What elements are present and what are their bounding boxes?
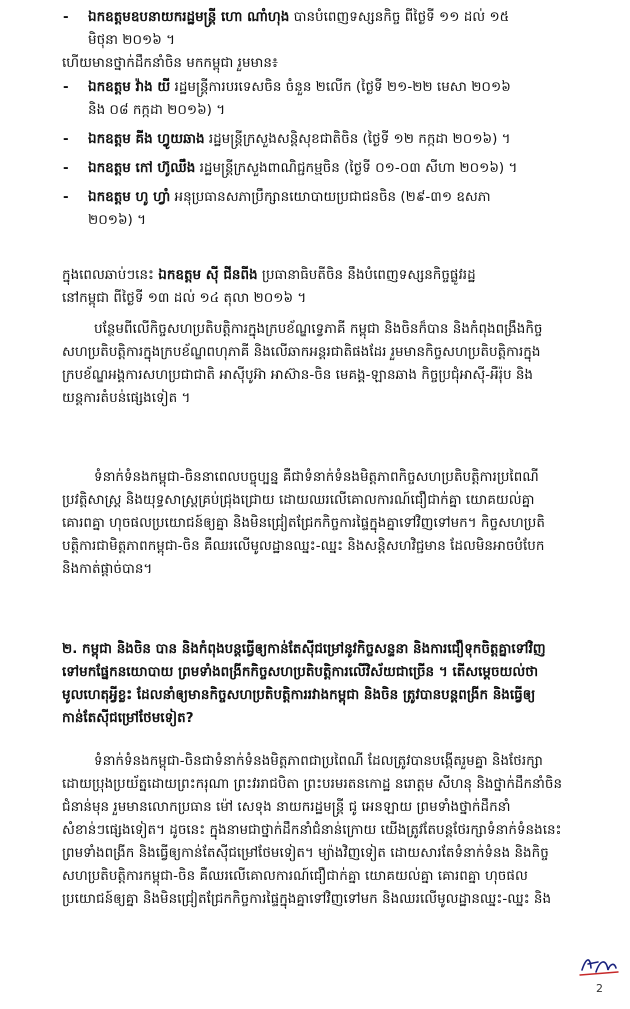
bullet-text: អនុប្រធានសភាប្រឹក្សានយោបាយប្រជាជនចិន (២៩-៣១ ឧសភា — [170, 189, 491, 205]
paragraph-regional-cooperation: បន្ថែមពីលើកិច្ចសហប្រតិបត្តិការក្នុងក្របខ័ណ្ឌទ្វេភាគី កម្ពុជា និងចិនក៏បាន និងកំពុងពង្រឹងកិច្ច សហប្រតិបត្តិការក្នុងក្របខ័ណ្ឌពហុភាគី និងលើឆាកអន្តរជាតិផងដែរ រួមមានកិច្ចសហប្រតិបត្តិការក្នុង ក្របខ័ណ្ឌអង្គការសហប្រជាជាតិ អាស៊ីបូអ៊ា អាស៊ាន-ចិន មេគង្គ-ឡានឆាង កិច្ចប្រជុំអាស៊ី-អឺរ៉ុប និង យន្តការតំបន់ផ្សេងទៀត ។ — [62, 321, 543, 406]
bullet-name: ឯកឧត្តម គីង ហ្វូយឆាង — [88, 131, 205, 147]
bullet-name: ឯកឧត្តម វ៉ាង យី — [88, 79, 171, 95]
paragraph-relations: ទំនាក់ទំនងកម្ពុជា-ចិននាពេលបច្ចុប្បន្ន គឺជាទំនាក់ទំនងមិត្តភាពកិច្ចសហប្រតិបត្តិការប្រពៃណី ប្រវត្តិសាស្ត្រ និងយុទ្ធសាស្ត្រគ្រប់ជ្រុងជ្រោយ ដោយឈរលើគោលការណ៍ជឿជាក់គ្នា យោគយល់គ្នា គោរពគ្នា ហុចផលប្រយោជន៍ឲ្យគ្នា និងមិនជ្រៀតជ្រែកកិច្ចការផ្ទៃក្នុងគ្នាទៅវិញទៅមក។ កិច្ចសហប្រតិ បត្តិការជាមិត្តភាពកម្ពុជា-ចិន គឺឈរលើមូលដ្ឋានឈ្នះ-ឈ្នះ និងសន្តិសហវិជ្ជមាន ដែលមិនអាចបំបែក និងកាត់ផ្តាច់បាន។ — [62, 469, 545, 577]
bullet-continuation: និង ០៨ កក្កដា ២០១៦) ។ — [88, 102, 226, 118]
bullet-continuation: មិថុនា ២០១៦ ។ — [88, 32, 176, 48]
bullet-name: ឯកឧត្តម ហូ ហ្វាំ — [88, 189, 171, 205]
paragraph-name: ឯកឧត្តម ស៊ី ជីនពីង — [158, 267, 258, 283]
intro-line: ហើយមានថ្នាក់ដឹកនាំចិន មកកម្ពុជា រួមមាន៖ — [62, 55, 278, 71]
bullet-text: រដ្ឋមន្ត្រីការបរទេសចិន ចំនួន ២លើក (ថ្ងៃទី ២១-២២ មេសា ២០១៦ — [170, 79, 511, 95]
bullet-dash: - — [63, 79, 69, 95]
bullet-continuation: ២០១៦) ។ — [88, 212, 147, 228]
bullet-dash: - — [63, 160, 69, 176]
signature-initials-icon — [578, 950, 620, 980]
bullet-text: បានបំពេញទស្សនកិច្ច ពីថ្ងៃទី ១១ ដល់ ១៥ — [289, 9, 510, 25]
bullet-item — [0, 128, 630, 151]
bullet-list-visits-outbound — [0, 6, 630, 52]
bullet-name: ឯកឧត្តមឧបនាយករដ្ឋមន្ត្រី ហោ ណាំហុង — [88, 9, 290, 25]
answer-paragraph: ទំនាក់ទំនងកម្ពុជា-ចិនជាទំនាក់ទំនងមិត្តភាពជាប្រពៃណី ដែលត្រូវបានបង្កើតរួមគ្នា និងថែរក្សា ដោយប្រុងប្រយ័ត្នដោយព្រះករុណា ព្រះវររាជបិតា ព្រះបរមរតនកោដ្ឋ នរោត្តម សីហនុ និងថ្នាក់ដឹកនាំចិន ជំនាន់មុន រួមមានលោកប្រធាន ម៉ៅ សេទុង នាយករដ្ឋមន្ត្រី ជូ អេនឡាយ ព្រមទាំងថ្នាក់ដឹកនាំ សំខាន់ៗផ្សេងទៀត។ ដូចនេះ ក្នុងនាមជាថ្នាក់ដឹកនាំជំនាន់ក្រោយ យើងត្រូវតែបន្តថែរក្សាទំនាក់ទំនងនេះ ព្រមទាំងពង្រីក និងធ្វើឲ្យកាន់តែស៊ីជម្រៅថែមទៀត។ ម្យ៉ាងវិញទៀត ដោយសារតែទំនាក់ទំនង និងកិច្ច សហប្រតិបត្តិការកម្ពុជា-ចិន គឺឈរលើគោលការណ៍ជឿជាក់គ្នា យោគយល់គ្នា គោរពគ្នា ហុចផល ប្រយោជន៍ឲ្យគ្នា និងមិនជ្រៀតជ្រែកកិច្ចការផ្ទៃក្នុងគ្នាទៅវិញទៅមក និងឈរលើមូលដ្ឋានឈ្នះ-ឈ្នះ និង — [62, 753, 563, 907]
bullet-dash: - — [63, 9, 69, 25]
bullet-text: រដ្ឋមន្ត្រីក្រសួងពាណិជ្ជកម្មចិន (ថ្ងៃទី ០១-០៣ សីហា ២០១៦) ។ — [195, 160, 518, 176]
bullet-item — [0, 6, 630, 29]
bullet-list-visits-inbound — [0, 76, 630, 232]
bullet-item — [0, 157, 630, 180]
bullet-name: ឯកឧត្តម កៅ ហ៊ូឈឹង — [88, 160, 196, 176]
paragraph-state-visit: ក្នុងពេលឆាប់ៗនេះ ឯកឧត្តម ស៊ី ជីនពីង ប្រធានាធិបតីចិន នឹងបំពេញទស្សនកិច្ចផ្លូវរដ្ឋ នៅកម្ពុជា ពីថ្ងៃទី ១៣ ដល់ ១៤ តុលា ២០១៦ ។ — [62, 267, 476, 306]
bullet-text: រដ្ឋមន្ត្រីក្រសួងសន្តិសុខជាតិចិន (ថ្ងៃទី ១២ កក្កដា ២០១៦) ។ — [204, 131, 511, 147]
page-number: 2 — [596, 982, 603, 995]
bullet-dash: - — [63, 189, 69, 205]
question-number: ២. — [62, 641, 78, 657]
bullet-item — [0, 186, 630, 209]
bullet-item — [0, 76, 630, 99]
question-2: ២. កម្ពុជា និងចិន បាន និងកំពុងបន្តធ្វើឲ្យកាន់តែស៊ីជម្រៅនូវកិច្ចសន្ទនា និងការជឿទុកចិត្តគ្នាទៅវិញ ទៅមកផ្នែកនយោបាយ ព្រមទាំងពង្រីកកិច្ចសហប្រតិបត្តិការលើវិស័យជាច្រើន ។ តើសម្តេចយល់ថា មូលហេតុអ្វីខ្លះ ដែលនាំឲ្យមានកិច្ចសហប្រតិបត្តិការរវាងកម្ពុជា និងចិន ត្រូវបានបន្តពង្រីក និងធ្វើឲ្យ កាន់តែស៊ីជម្រៅថែមទៀត? — [0, 638, 630, 730]
bullet-dash: - — [63, 131, 69, 147]
